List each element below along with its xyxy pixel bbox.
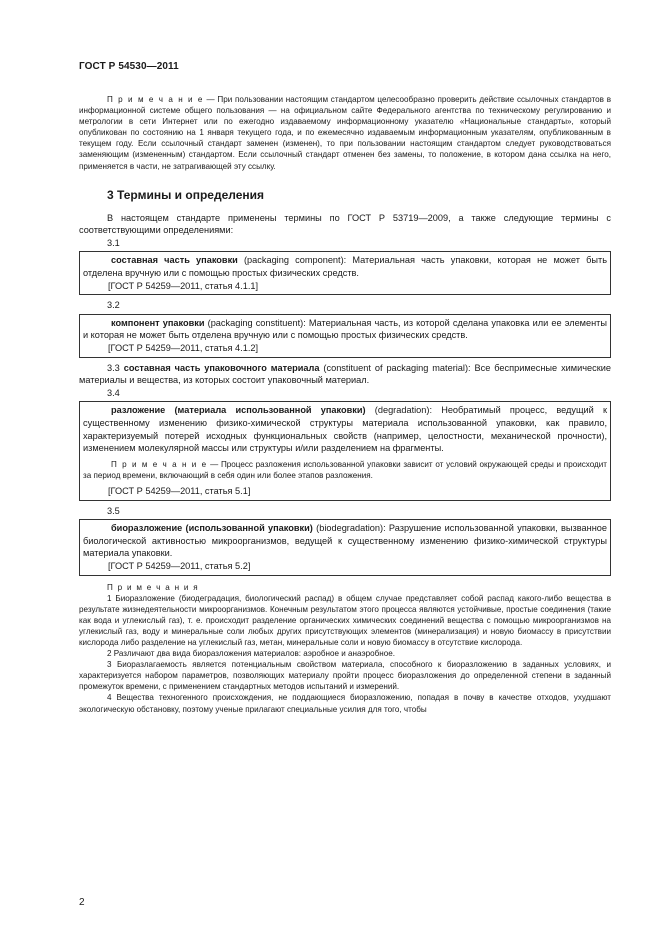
reference-note (79, 94, 611, 172)
term-definition-3-3 (79, 362, 611, 387)
term-definition (83, 522, 607, 560)
page-number: 2 (79, 897, 85, 908)
term-note (83, 459, 607, 481)
term-definition (83, 317, 607, 342)
term-reference: [ГОСТ Р 54259—2011, статья 4.1.1] (108, 280, 259, 291)
term-number: 3.5 (107, 505, 120, 516)
term-definition (83, 254, 607, 279)
term-definition (83, 404, 607, 454)
term-box-3-4 (79, 401, 611, 500)
note-text: — Процесс разложения использованной упаковки зависит от условий окружающей среды и происходит за период времени, включающий в себя один или более этапов разложения. (83, 459, 607, 480)
term-number: 3.1 (107, 237, 120, 248)
term-def-text: (biodegradation): Разрушение использованной упаковки, вызванное биологической активностью микроорганизмов, ведущей к существенному изменению физико-химической структуры материала упаковки. (83, 523, 607, 559)
term-name: составная часть упаковочного материала (123, 362, 320, 373)
term-reference: [ГОСТ Р 54259—2011, статья 4.1.2] (108, 343, 259, 353)
term-box-3-1 (79, 251, 611, 295)
note-item-4: 4 Вещества техногенного происхождения, не поддающиеся биоразложению, попадая в почву в качестве отходов, ухудшают экологическую обстановку, поэтому ученые прилагают специальные усилия для того, чтобы (79, 693, 611, 714)
term-name: компонент упаковки (111, 317, 205, 328)
term-def-text: (constituent of packaging material): Все беспримесные химические материалы и вещества, из которых состоит упаковочный материал. (79, 362, 611, 386)
term-name: разложение (материала использованной упаковки) (111, 405, 366, 416)
term-number: 3.4 (107, 387, 120, 398)
term-def-text: (packaging component): Материальная часть упаковки, которая не может быть отделена вручную или с помощью простых физических средств. (83, 255, 607, 279)
note-item-1: 1 Биоразложение (биодеградация, биологический распад) в общем случае представляет собой распад какого-либо вещества в результате жизнедеятельности микроорганизмов. Конечным результатом этого процесса являются устойчивые, простые соединения (такие как вода и углекислый газ), т. е. происходит разделение органических химических соединений вещества с помощью микроорганизмов на углекислый газ, воду и минеральные соли любых других присутствующих элементов (минерализация) и новую биомассу в присутствии кислорода либо разделение на углекислый газ, метан, минеральные соли и новую биомассу в отсутствие кислорода. (79, 593, 611, 647)
term-def-text: (packaging constituent): Материальная часть, из которой сделана упаковка или ее элементы и которая не может быть отделена вручную или с помощью простых физических средств. (83, 317, 607, 341)
note-item-2: 2 Различают два вида биоразложения материалов: аэробное и анаэробное. (107, 649, 396, 659)
notes-label: П р и м е ч а н и я (107, 582, 199, 592)
term-number: 3.2 (107, 300, 120, 311)
note-text: — При пользовании настоящим стандартом целесообразно проверить действие ссылочных стандартов в информационной системе общего пользования — на официальном сайте Федерального агентства по техническому регулированию и метрологии в сети Интернет или по ежегодно издаваемому информационному указателю «Национальные стандарты», который опубликован по состоянию на 1 января текущего года, и по ежемесячно издаваемым информационным указателям, опубликованным в текущем году. Если ссылочный стандарт заменен (изменен), то при пользовании настоящим стандартом следует руководствоваться заменяющим (измененным) стандартом. Если ссылочный стандарт отменен без замены, то положение, в котором дана ссылка на него, применяется в части, не затрагивающей эту ссылку. (79, 95, 611, 171)
term-def-text: (degradation): Необратимый процесс, ведущий к существенному изменению физико-химической структуры материала использованной упаковки, как правило, характеризуемый потерей исходных функциональных свойств (например, целостности, механической прочности), изменением молекулярной массы или структуры и/или разделением на фрагменты. (83, 405, 607, 454)
document-header: ГОСТ Р 54530—2011 (79, 61, 179, 72)
term-reference: [ГОСТ Р 54259—2011, статья 5.1] (108, 485, 251, 496)
term-reference: [ГОСТ Р 54259—2011, статья 5.2] (108, 560, 251, 571)
term-name: биоразложение (использованной упаковки) (111, 523, 313, 534)
term-number: 3.3 (107, 362, 120, 373)
note-item-3: 3 Биоразлагаемость является потенциальным свойством материала, способного к биоразложению в заданных условиях, и характеризуется набором параметров, позволяющих материалу пройти процесс биоразложения до определенной степени в заданный промежуток времени, с применением стандартных методов испытаний и измерений. (79, 660, 611, 692)
section-title: 3 Термины и определения (107, 187, 265, 202)
section-intro: В настоящем стандарте применены термины по ГОСТ Р 53719—2009, а также следующие термины с соответствующими определениями: (79, 212, 611, 236)
note-label: П р и м е ч а н и е (111, 459, 208, 469)
note-label: П р и м е ч а н и е (107, 95, 204, 104)
term-box-3-5 (79, 519, 611, 575)
page-content (79, 94, 611, 715)
term-name: составная часть упаковки (111, 255, 238, 266)
term-box-3-2 (79, 314, 611, 358)
